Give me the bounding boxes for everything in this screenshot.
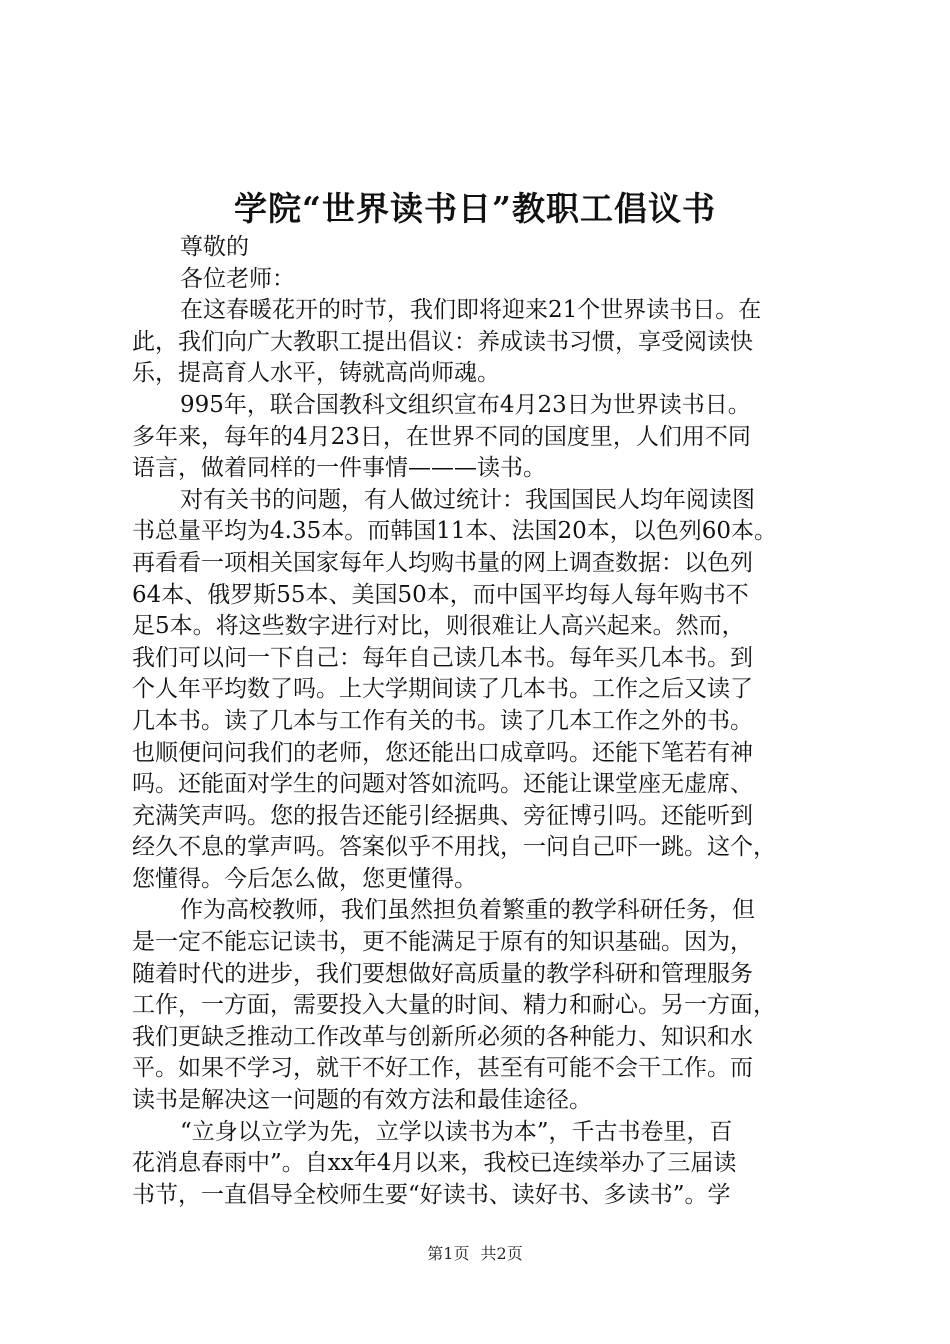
paragraph-line: “立身以立学为先，立学以读书为本”，千古书卷里，百	[180, 1118, 733, 1145]
paragraph-line: 乐，提高育人水平，铸就高尚师魂。	[132, 360, 500, 387]
page-footer	[0, 1243, 950, 1265]
paragraph-line: 几本书。读了几本与工作有关的书。读了几本工作之外的书。	[132, 707, 753, 734]
paragraph-line: 64本、俄罗斯55本、美国50本，而中国平均每人每年购书不	[132, 581, 749, 608]
paragraph-line: 再看看一项相关国家每年人均购书量的网上调查数据：以色列	[132, 549, 753, 576]
paragraph-line: 此，我们向广大教职工提出倡议：养成读书习惯，享受阅读快	[132, 328, 753, 355]
page-total: 共2页	[480, 1244, 523, 1263]
paragraph-line: 足5本。将这些数字进行对比，则很难让人高兴起来。然而，	[132, 613, 745, 640]
paragraph-line: 语言，做着同样的一件事情———读书。	[132, 455, 546, 482]
paragraph-line: 多年来，每年的4月23日，在世界不同的国度里，人们用不同	[132, 423, 751, 450]
paragraph-line: 读书是解决这一问题的有效方法和最佳途径。	[132, 1087, 592, 1114]
paragraph-line: 随着时代的进步，我们要想做好高质量的教学科研和管理服务	[132, 960, 753, 987]
paragraph-line: 经久不息的掌声吗。答案似乎不用找，一问自己吓一跳。这个，	[132, 834, 776, 861]
paragraph-line: 花消息春雨中”。自xx年4月以来，我校已连续举办了三届读	[132, 1150, 737, 1177]
paragraph-line: 在这春暖花开的时节，我们即将迎来21个世界读书日。在	[180, 297, 762, 324]
document-body	[132, 232, 832, 1211]
paragraph-line: 充满笑声吗。您的报告还能引经据典、旁征博引吗。还能听到	[132, 802, 753, 829]
paragraph-line: 对有关书的问题，有人做过统计：我国国民人均年阅读图	[180, 486, 755, 513]
paragraph-line: 书节，一直倡导全校师生要“好读书、读好书、多读书”。学	[132, 1181, 731, 1208]
paragraph-line: 吗。还能面对学生的问题对答如流吗。还能让课堂座无虚席、	[132, 771, 753, 798]
paragraph-line: 995年，联合国教科文组织宣布4月23日为世界读书日。	[180, 391, 751, 418]
page-title: 学院“世界读书日”教职工倡议书	[234, 189, 716, 228]
paragraph-line: 工作，一方面，需要投入大量的时间、精力和耐心。另一方面，	[132, 992, 776, 1019]
paragraph-line: 我们更缺乏推动工作改革与创新所必须的各种能力、知识和水	[132, 1023, 753, 1050]
paragraph-line: 是一定不能忘记读书，更不能满足于原有的知识基础。因为，	[132, 929, 753, 956]
salutation-line: 各位老师：	[180, 265, 295, 292]
salutation-line: 尊敬的	[180, 234, 249, 260]
paragraph-line: 我们可以问一下自己：每年自己读几本书。每年买几本书。到	[132, 644, 753, 671]
paragraph-line: 个人年平均数了吗。上大学期间读了几本书。工作之后又读了	[132, 676, 753, 703]
paragraph-line: 作为高校教师，我们虽然担负着繁重的教学科研任务，但	[180, 897, 755, 924]
page-number: 第1页	[427, 1244, 470, 1263]
paragraph-line: 平。如果不学习，就干不好工作，甚至有可能不会干工作。而	[132, 1055, 753, 1082]
paragraph-line: 书总量平均为4.35本。而韩国11本、法国20本，以色列60本。	[132, 518, 778, 545]
paragraph-line: 您懂得。今后怎么做，您更懂得。	[132, 865, 477, 892]
paragraph-line: 也顺便问问我们的老师，您还能出口成章吗。还能下笔若有神	[132, 739, 753, 766]
